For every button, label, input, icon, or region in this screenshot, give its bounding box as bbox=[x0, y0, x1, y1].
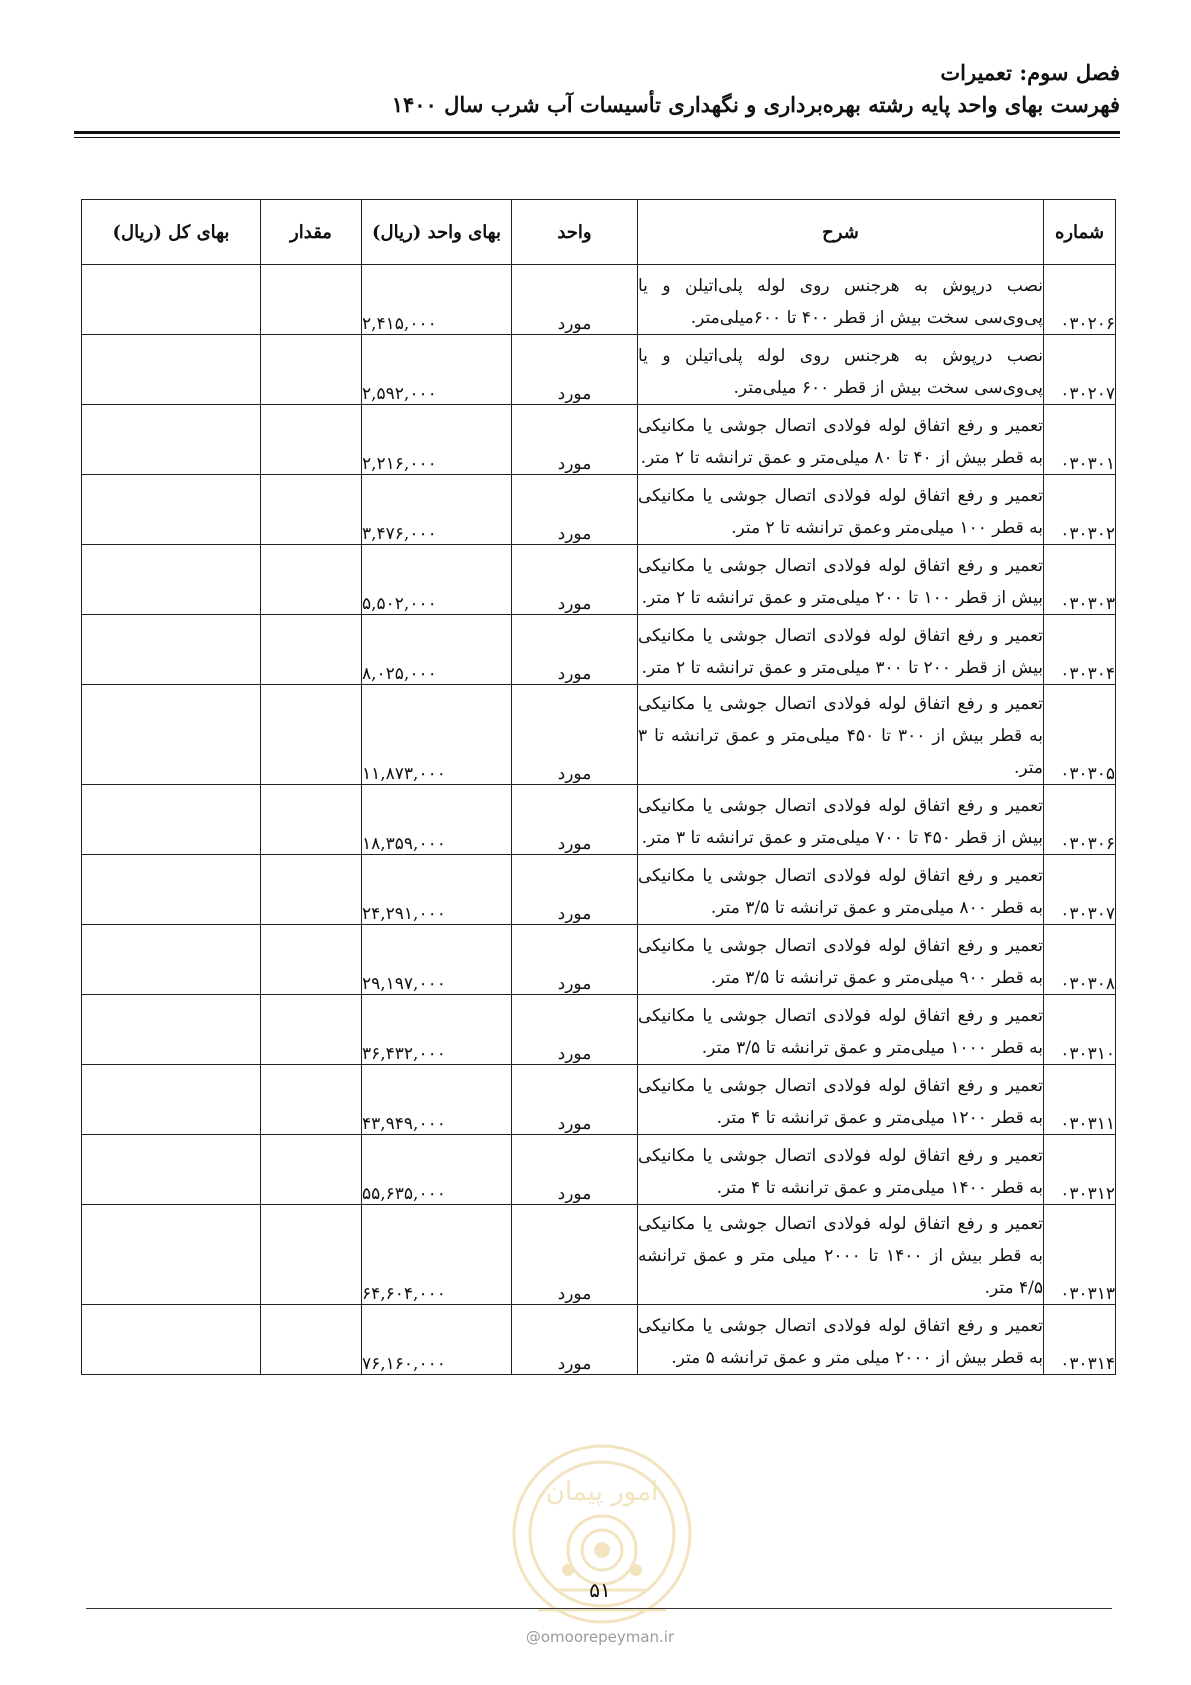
item-unit-price: ۵۵,۶۳۵,۰۰۰ bbox=[362, 1135, 512, 1205]
item-unit-price: ۱۸,۳۵۹,۰۰۰ bbox=[362, 785, 512, 855]
item-total-price bbox=[82, 405, 261, 475]
item-quantity bbox=[261, 1135, 362, 1205]
item-code: ۰۳۰۳۱۲ bbox=[1044, 1135, 1116, 1205]
item-unit-price: ۲۹,۱۹۷,۰۰۰ bbox=[362, 925, 512, 995]
item-total-price bbox=[82, 1135, 261, 1205]
item-unit: مورد bbox=[512, 785, 638, 855]
item-unit: مورد bbox=[512, 545, 638, 615]
item-unit: مورد bbox=[512, 405, 638, 475]
item-unit: مورد bbox=[512, 1135, 638, 1205]
header-description: شرح bbox=[638, 200, 1044, 265]
page-number: ۵۱ bbox=[589, 1578, 611, 1602]
table-row bbox=[82, 925, 1116, 995]
item-description: تعمیر و رفع اتفاق لوله فولادی اتصال جوشی یا مکانیکی به قطر ۱۴۰۰ میلی‌متر و عمق ترانشه تا ۴ متر. bbox=[638, 1135, 1044, 1205]
item-quantity bbox=[261, 405, 362, 475]
item-description: تعمیر و رفع اتفاق لوله فولادی اتصال جوشی یا مکانیکی به قطر ۸۰۰ میلی‌متر و عمق ترانشه تا ۳/۵ متر. bbox=[638, 855, 1044, 925]
table-row bbox=[82, 1135, 1116, 1205]
item-unit: مورد bbox=[512, 335, 638, 405]
footer-rule bbox=[86, 1608, 1112, 1609]
item-code: ۰۳۰۳۰۳ bbox=[1044, 545, 1116, 615]
item-quantity bbox=[261, 615, 362, 685]
item-description: تعمیر و رفع اتفاق لوله فولادی اتصال جوشی یا مکانیکی به قطر ۱۲۰۰ میلی‌متر و عمق ترانشه تا ۴ متر. bbox=[638, 1065, 1044, 1135]
item-unit-price: ۲۴,۲۹۱,۰۰۰ bbox=[362, 855, 512, 925]
item-code: ۰۳۰۳۰۴ bbox=[1044, 615, 1116, 685]
item-total-price bbox=[82, 1305, 261, 1375]
item-unit-price: ۷۶,۱۶۰,۰۰۰ bbox=[362, 1305, 512, 1375]
item-description: تعمیر و رفع اتفاق لوله فولادی اتصال جوشی یا مکانیکی به قطر بیش از ۳۰۰ تا ۴۵۰ میلی‌متر و عمق ترانشه تا ۳ متر. bbox=[638, 685, 1044, 785]
item-unit-price: ۶۴,۶۰۴,۰۰۰ bbox=[362, 1205, 512, 1305]
header-unit-price: بهای واحد (ریال) bbox=[362, 200, 512, 265]
item-quantity bbox=[261, 1205, 362, 1305]
item-unit: مورد bbox=[512, 265, 638, 335]
item-unit-price: ۳۶,۴۳۲,۰۰۰ bbox=[362, 995, 512, 1065]
header-rule-thin bbox=[74, 137, 1120, 138]
item-quantity bbox=[261, 1305, 362, 1375]
table-row bbox=[82, 1205, 1116, 1305]
table-row bbox=[82, 785, 1116, 855]
item-description: تعمیر و رفع اتفاق لوله فولادی اتصال جوشی یا مکانیکی به قطر بیش از ۱۴۰۰ تا ۲۰۰۰ میلی متر و عمق ترانشه ۴/۵ متر. bbox=[638, 1205, 1044, 1305]
header-rule-thick bbox=[74, 131, 1120, 134]
header-code: شماره bbox=[1044, 200, 1116, 265]
item-unit: مورد bbox=[512, 1305, 638, 1375]
chapter-title: فصل سوم: تعمیرات bbox=[940, 60, 1120, 85]
table-row bbox=[82, 335, 1116, 405]
price-table bbox=[81, 199, 1116, 1375]
item-total-price bbox=[82, 785, 261, 855]
item-code: ۰۳۰۳۰۶ bbox=[1044, 785, 1116, 855]
item-total-price bbox=[82, 685, 261, 785]
table-row bbox=[82, 855, 1116, 925]
item-quantity bbox=[261, 265, 362, 335]
item-total-price bbox=[82, 1205, 261, 1305]
document-subtitle: فهرست بهای واحد پایه رشته بهره‌برداری و نگهداری تأسیسات آب شرب سال ۱۴۰۰ bbox=[391, 92, 1120, 117]
item-total-price bbox=[82, 855, 261, 925]
item-unit: مورد bbox=[512, 925, 638, 995]
table-row bbox=[82, 545, 1116, 615]
item-unit-price: ۱۱,۸۷۳,۰۰۰ bbox=[362, 685, 512, 785]
header-total-price: بهای کل (ریال) bbox=[82, 200, 261, 265]
item-description: تعمیر و رفع اتفاق لوله فولادی اتصال جوشی یا مکانیکی به قطر ۱۰۰۰ میلی‌متر و عمق ترانشه تا ۳/۵ متر. bbox=[638, 995, 1044, 1065]
item-code: ۰۳۰۳۰۸ bbox=[1044, 925, 1116, 995]
table-row bbox=[82, 1065, 1116, 1135]
table-row bbox=[82, 685, 1116, 785]
item-unit-price: ۸,۰۲۵,۰۰۰ bbox=[362, 615, 512, 685]
item-unit: مورد bbox=[512, 615, 638, 685]
item-total-price bbox=[82, 1065, 261, 1135]
item-code: ۰۳۰۳۱۰ bbox=[1044, 995, 1116, 1065]
item-unit-price: ۳,۴۷۶,۰۰۰ bbox=[362, 475, 512, 545]
item-description: تعمیر و رفع اتفاق لوله فولادی اتصال جوشی یا مکانیکی به قطر ۱۰۰ میلی‌متر وعمق ترانشه تا ۲ متر. bbox=[638, 475, 1044, 545]
item-description: نصب درپوش به هرجنس روی لوله پلی‌اتیلن و یا پی‌وی‌سی سخت بیش از قطر ۶۰۰ میلی‌متر. bbox=[638, 335, 1044, 405]
item-code: ۰۳۰۳۰۱ bbox=[1044, 405, 1116, 475]
item-quantity bbox=[261, 925, 362, 995]
table-row bbox=[82, 995, 1116, 1065]
item-total-price bbox=[82, 995, 261, 1065]
item-quantity bbox=[261, 685, 362, 785]
item-total-price bbox=[82, 265, 261, 335]
site-watermark: @omoorepeyman.ir bbox=[525, 1628, 675, 1646]
item-quantity bbox=[261, 785, 362, 855]
item-total-price bbox=[82, 615, 261, 685]
item-unit: مورد bbox=[512, 1065, 638, 1135]
item-unit: مورد bbox=[512, 1205, 638, 1305]
item-total-price bbox=[82, 545, 261, 615]
item-quantity bbox=[261, 475, 362, 545]
item-unit-price: ۲,۵۹۲,۰۰۰ bbox=[362, 335, 512, 405]
table-row bbox=[82, 265, 1116, 335]
item-unit: مورد bbox=[512, 685, 638, 785]
item-unit-price: ۲,۴۱۵,۰۰۰ bbox=[362, 265, 512, 335]
item-code: ۰۳۰۳۰۲ bbox=[1044, 475, 1116, 545]
item-quantity bbox=[261, 855, 362, 925]
item-description: تعمیر و رفع اتفاق لوله فولادی اتصال جوشی یا مکانیکی بیش از قطر ۴۵۰ تا ۷۰۰ میلی‌متر و عمق ترانشه تا ۳ متر. bbox=[638, 785, 1044, 855]
item-unit-price: ۵,۵۰۲,۰۰۰ bbox=[362, 545, 512, 615]
table-row bbox=[82, 405, 1116, 475]
item-total-price bbox=[82, 475, 261, 545]
item-unit-price: ۴۳,۹۴۹,۰۰۰ bbox=[362, 1065, 512, 1135]
header-quantity: مقدار bbox=[261, 200, 362, 265]
item-unit: مورد bbox=[512, 475, 638, 545]
item-quantity bbox=[261, 995, 362, 1065]
item-description: نصب درپوش به هرجنس روی لوله پلی‌اتیلن و یا پی‌وی‌سی سخت بیش از قطر ۴۰۰ تا ۶۰۰میلی‌متر. bbox=[638, 265, 1044, 335]
item-description: تعمیر و رفع اتفاق لوله فولادی اتصال جوشی یا مکانیکی به قطر بیش از ۲۰۰۰ میلی متر و عمق ترانشه ۵ متر. bbox=[638, 1305, 1044, 1375]
item-code: ۰۳۰۳۰۵ bbox=[1044, 685, 1116, 785]
item-description: تعمیر و رفع اتفاق لوله فولادی اتصال جوشی یا مکانیکی به قطر بیش از ۴۰ تا ۸۰ میلی‌متر و عمق ترانشه تا ۲ متر. bbox=[638, 405, 1044, 475]
item-code: ۰۳۰۳۰۷ bbox=[1044, 855, 1116, 925]
item-total-price bbox=[82, 925, 261, 995]
page-header bbox=[74, 58, 1120, 122]
item-code: ۰۳۰۳۱۱ bbox=[1044, 1065, 1116, 1135]
item-unit: مورد bbox=[512, 855, 638, 925]
watermark-text: امور پیمان bbox=[545, 1477, 659, 1507]
item-code: ۰۳۰۲۰۷ bbox=[1044, 335, 1116, 405]
table-row bbox=[82, 1305, 1116, 1375]
item-description: تعمیر و رفع اتفاق لوله فولادی اتصال جوشی یا مکانیکی به قطر ۹۰۰ میلی‌متر و عمق ترانشه تا ۳/۵ متر. bbox=[638, 925, 1044, 995]
table-row bbox=[82, 475, 1116, 545]
item-quantity bbox=[261, 545, 362, 615]
item-quantity bbox=[261, 1065, 362, 1135]
table-header-row bbox=[82, 200, 1116, 265]
item-code: ۰۳۰۳۱۳ bbox=[1044, 1205, 1116, 1305]
header-unit: واحد bbox=[512, 200, 638, 265]
item-description: تعمیر و رفع اتفاق لوله فولادی اتصال جوشی یا مکانیکی بیش از قطر ۱۰۰ تا ۲۰۰ میلی‌متر و عمق ترانشه تا ۲ متر. bbox=[638, 545, 1044, 615]
item-description: تعمیر و رفع اتفاق لوله فولادی اتصال جوشی یا مکانیکی بیش از قطر ۲۰۰ تا ۳۰۰ میلی‌متر و عمق ترانشه تا ۲ متر. bbox=[638, 615, 1044, 685]
table-row bbox=[82, 615, 1116, 685]
item-unit: مورد bbox=[512, 995, 638, 1065]
item-total-price bbox=[82, 335, 261, 405]
item-unit-price: ۲,۲۱۶,۰۰۰ bbox=[362, 405, 512, 475]
item-code: ۰۳۰۳۱۴ bbox=[1044, 1305, 1116, 1375]
item-code: ۰۳۰۲۰۶ bbox=[1044, 265, 1116, 335]
item-quantity bbox=[261, 335, 362, 405]
